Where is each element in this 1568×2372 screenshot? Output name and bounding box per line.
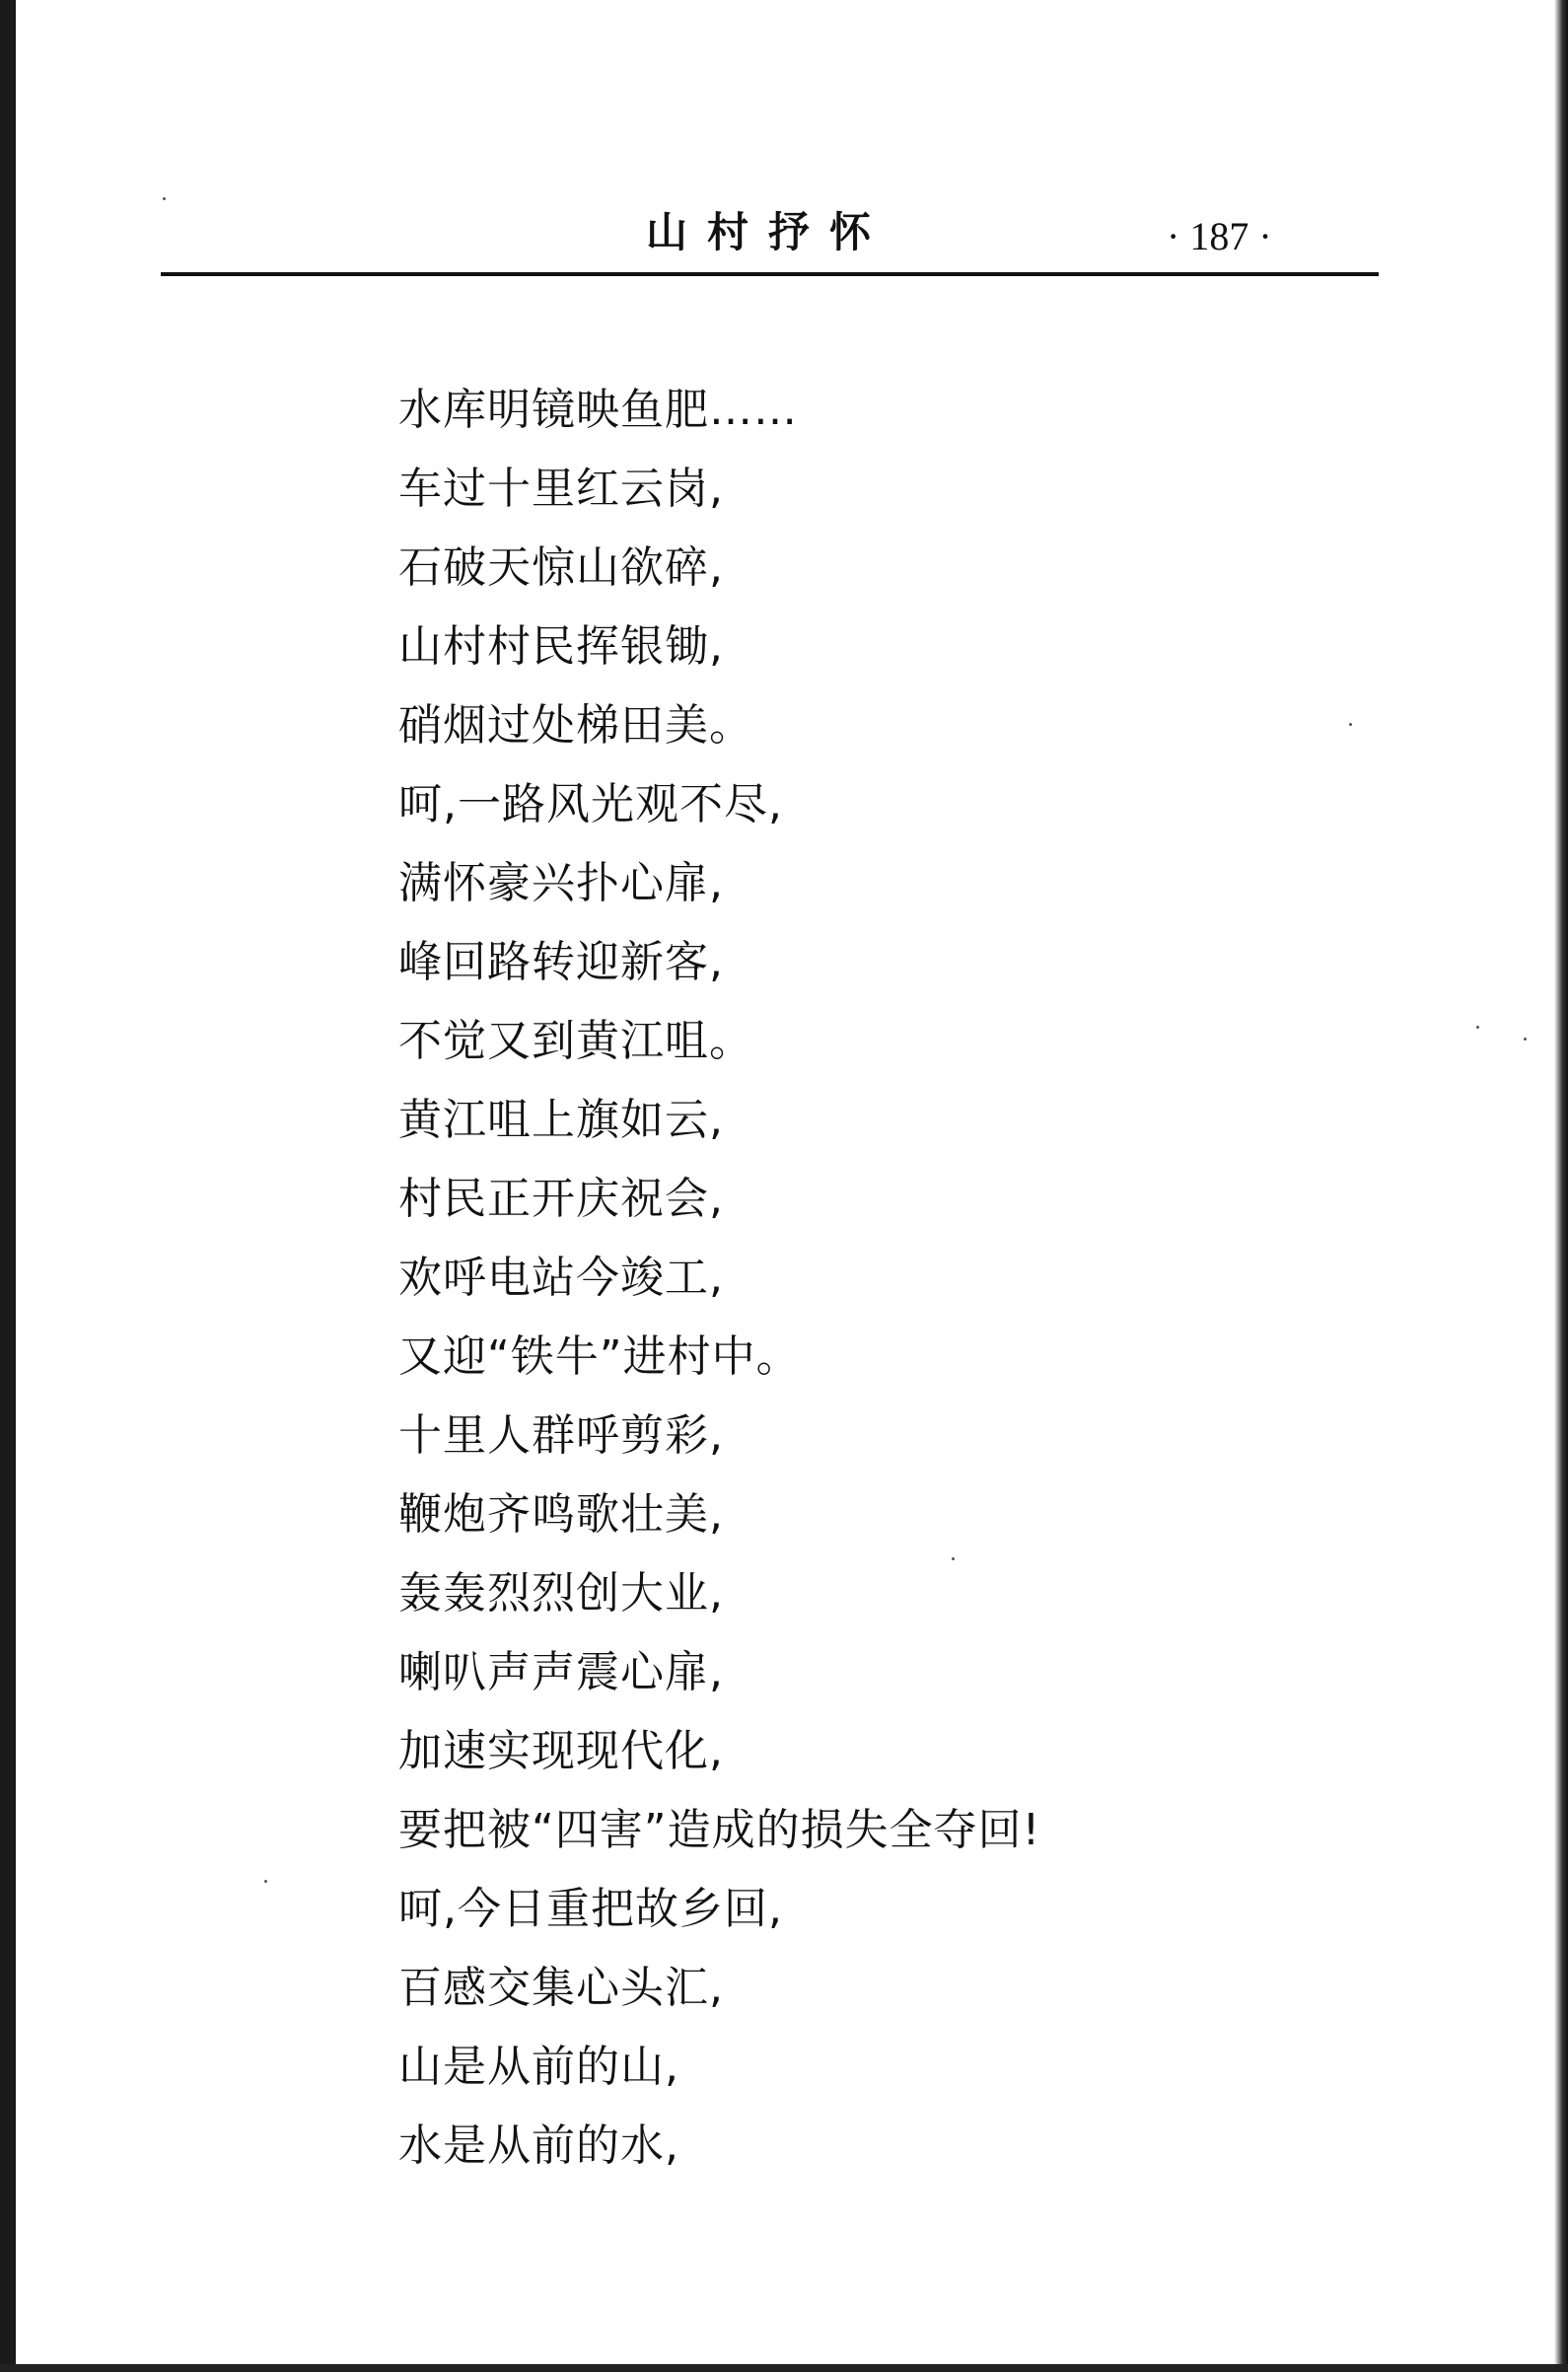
running-header xyxy=(161,197,1376,274)
poem-line: 硝烟过处梯田美。 xyxy=(398,700,753,751)
poem-line: 水库明镜映鱼肥…… xyxy=(398,385,798,435)
poem-line: 黄江咀上旗如云, xyxy=(398,1095,724,1145)
poem-line: 轰轰烈烈创大业, xyxy=(398,1568,724,1618)
scan-speck xyxy=(1476,1026,1479,1029)
scan-speck xyxy=(1524,1038,1527,1041)
poem-line: 村民正开庆祝会, xyxy=(398,1174,724,1224)
page-number: · 187 · xyxy=(1167,214,1272,258)
poem-line: 又迎“铁牛”进村中。 xyxy=(398,1331,801,1382)
poem-line: 车过十里红云岗, xyxy=(398,464,724,514)
poem-line: 水是从前的水, xyxy=(398,2120,679,2171)
poem-line: 鞭炮齐鸣歌壮美, xyxy=(398,1489,724,1540)
poem-line: 不觉又到黄江咀。 xyxy=(398,1016,753,1066)
poem-body xyxy=(398,371,1385,2186)
poem-line: 欢呼电站今竣工, xyxy=(398,1253,724,1303)
page-edge-right xyxy=(1554,0,1568,2372)
scan-speck xyxy=(163,197,166,200)
poem-line: 加速实现现代化, xyxy=(398,1726,724,1776)
poem-line: 百感交集心头汇, xyxy=(398,1963,724,2013)
poem-line: 呵,一路风光观不尽, xyxy=(398,779,783,829)
poem-line: 满怀豪兴扑心扉, xyxy=(398,858,724,908)
poem-line: 要把被“四害”造成的损失全夺回! xyxy=(398,1805,1041,1855)
poem-line: 山村村民挥银锄, xyxy=(398,621,724,672)
poem-line: 喇叭声声震心扉, xyxy=(398,1647,724,1697)
scan-speck xyxy=(1349,723,1352,726)
header-title: 山村抒怀 xyxy=(646,208,891,256)
page-edge-left xyxy=(0,0,16,2372)
header-rule xyxy=(161,272,1379,276)
poem-line: 山是从前的山, xyxy=(398,2042,679,2092)
scan-speck xyxy=(952,1557,955,1560)
poem-line: 石破天惊山欲碎, xyxy=(398,542,724,593)
poem-line: 峰回路转迎新客, xyxy=(398,937,724,987)
poem-line: 呵,今日重把故乡回, xyxy=(398,1884,783,1934)
poem-line: 十里人群呼剪彩, xyxy=(398,1410,724,1461)
scan-speck xyxy=(264,1880,267,1883)
page-edge-bottom xyxy=(0,2364,1568,2372)
